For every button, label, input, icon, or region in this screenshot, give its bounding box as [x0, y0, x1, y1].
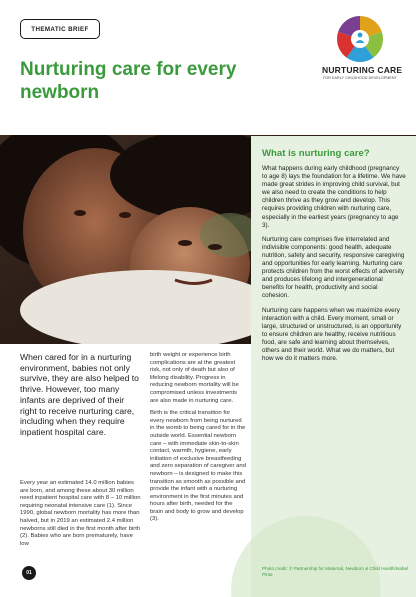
sidebar-paragraph: Nurturing care comprises five interrelated and indivisible components: good health, adequate nutrition, safety and security, responsive caregiving and opportunities for early learning. Nurturing care protects children from the worst effects of adversity and produces lifelong and intergenerational benefits for health, productivity and social cohesion.: [262, 235, 405, 300]
decorative-circle: [231, 516, 381, 597]
thematic-brief-badge: THEMATIC BRIEF: [20, 19, 100, 39]
sidebar-title: What is nurturing care?: [262, 148, 370, 159]
lead-paragraph: When cared for in a nurturing environment, babies not only survive, they are also helped to thrive. However, too many infants are deprived of their right to receive nurturing care, including when they require inpatient hospital care.: [20, 352, 139, 437]
sidebar-paragraph: What happens during early childhood (pregnancy to age 8) lays the foundation for a lifetime. We have made great strides in improving child survival, but we also need to create the conditions to help children thrive as they grow and develop. This requires providing children with nurturing care, especially in the earliest years (pregnancy to age 3).: [262, 165, 406, 229]
body-column-2: [150, 352, 246, 529]
what-is-nurturing-care-sidebar: [251, 136, 416, 597]
nurturing-care-logo: [322, 14, 403, 104]
logo-circle-icon: [335, 14, 385, 64]
photo-credit: Photo credit: © Partnership for Maternal, Newborn & Child Health/Isabel Pinto: [262, 566, 409, 577]
logo-name: NURTURING CARE: [322, 65, 403, 75]
page-title: Nurturing care for every newborn: [20, 59, 237, 103]
body-paragraph: birth weight or experience birth complications are at the greatest risk, not only of death but also of lifelong disability. Progress in reducing newborn mortality will be compromised unless investments are also made in nurturing care.: [150, 352, 239, 404]
sidebar-paragraph: Nurturing care happens when we maximize every interaction with a child. Every moment, small or large, structured or unstructured, is an opportunity to ensure children are healthy, receive nutritious food, are safe and learning about themselves, others and their world. What we do matters, but how we do it matters more.: [262, 306, 402, 363]
body-paragraph: Birth is the critical transition for every newborn from being nurtured in the womb to being cared for in the outside world. Essential newborn care – with immediate skin-to-skin contact, warmth, hygiene, early initiation of exclusive breastfeeding and zero separation of caregiver and newborn – is designed to make this transition as smooth as possible and provide the infant with a nurturing environment in the first minutes and hours after birth, needed for the brain and body to grow and develop (3).: [150, 410, 246, 523]
page-number: 01: [22, 566, 36, 580]
body-paragraph: Every year an estimated 14.0 million babies are born, and among these about 30 million need inpatient hospital care with 8 – 10 million requiring neonatal intensive care (1). Since 1990, global newborn mortality has more than halved, but in 2019 an estimated 2.4 million newborns still died in the first month after birth (2). Babies who are born prematurely, have low: [20, 480, 141, 547]
logo-tagline: FOR EARLY CHILDHOOD DEVELOPMENT: [323, 76, 397, 80]
